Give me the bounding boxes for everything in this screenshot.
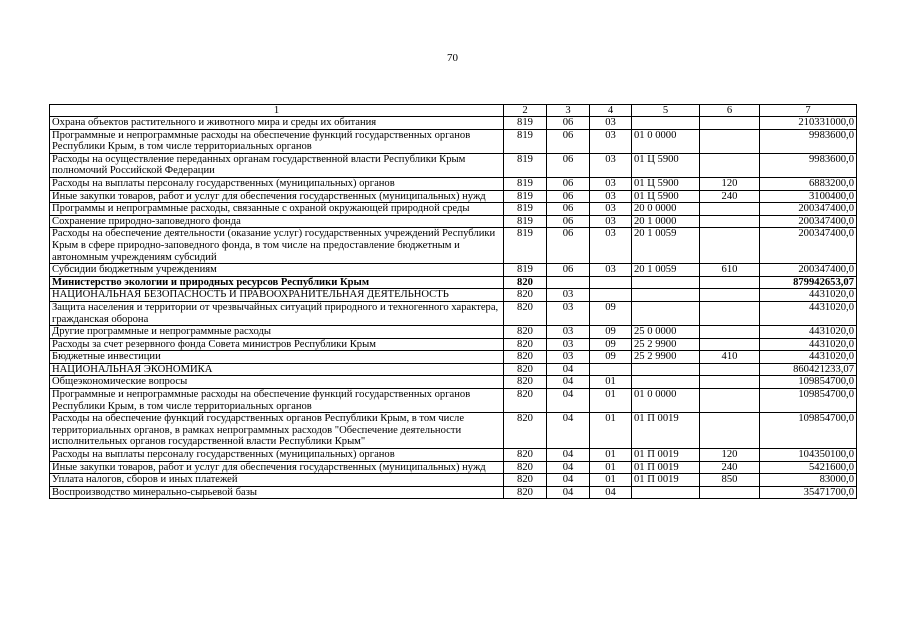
row-subsection-cell: 09 [590,338,632,351]
row-target-article-cell: 01 Ц 5900 [632,190,700,203]
row-code-cell: 820 [504,301,547,325]
row-subsection-cell: 03 [590,203,632,216]
row-subsection-cell: 03 [590,264,632,277]
header-cell-1: 1 [50,105,504,117]
row-section-cell: 03 [547,351,590,364]
row-code-cell: 820 [504,389,547,413]
row-amount-cell: 210331000,0 [760,117,857,130]
row-amount-cell: 35471700,0 [760,486,857,499]
row-target-article-cell: 01 П 0019 [632,474,700,487]
row-subsection-cell: 03 [590,228,632,264]
row-name-cell: Другие программные и непрограммные расходы [50,326,504,339]
row-section-cell: 04 [547,449,590,462]
row-expense-type-cell [700,153,760,177]
header-cell-3: 3 [547,105,590,117]
table-header-row [50,105,857,117]
table-row [50,413,857,449]
row-amount-cell: 860421233,07 [760,363,857,376]
row-name-cell: Расходы на обеспечение функций государственных органов Республики Крым, в том числе территориальных органов, в рамках непрограммных расходов "Обеспечение деятельности исполнительных органов государственной власти Республики Крым" [50,413,504,449]
row-subsection-cell: 09 [590,351,632,364]
row-name-cell: НАЦИОНАЛЬНАЯ БЕЗОПАСНОСТЬ И ПРАВООХРАНИТЕЛЬНАЯ ДЕЯТЕЛЬНОСТЬ [50,289,504,302]
row-expense-type-cell [700,413,760,449]
row-target-article-cell [632,276,700,289]
row-name-cell: Программные и непрограммные расходы на обеспечение функций государственных органов Республики Крым, в том числе территориальных органов [50,389,504,413]
row-amount-cell: 109854700,0 [760,376,857,389]
row-amount-cell: 104350100,0 [760,449,857,462]
row-expense-type-cell [700,203,760,216]
row-expense-type-cell [700,117,760,130]
row-expense-type-cell [700,389,760,413]
row-name-cell: Расходы на выплаты персоналу государственных (муниципальных) органов [50,449,504,462]
row-amount-cell: 4431020,0 [760,338,857,351]
row-expense-type-cell [700,363,760,376]
table-row [50,376,857,389]
header-cell-5: 5 [632,105,700,117]
row-section-cell: 04 [547,376,590,389]
row-expense-type-cell [700,338,760,351]
row-amount-cell: 109854700,0 [760,389,857,413]
row-name-cell: Иные закупки товаров, работ и услуг для обеспечения государственных (муниципальных) нужд [50,190,504,203]
table-row [50,177,857,190]
row-subsection-cell: 01 [590,474,632,487]
row-code-cell: 819 [504,264,547,277]
row-name-cell: Расходы за счет резервного фонда Совета министров Республики Крым [50,338,504,351]
budget-table [49,104,857,499]
row-expense-type-cell: 850 [700,474,760,487]
row-section-cell: 04 [547,413,590,449]
row-target-article-cell [632,117,700,130]
row-section-cell: 06 [547,264,590,277]
table-row [50,289,857,302]
row-subsection-cell [590,363,632,376]
row-amount-cell: 5421600,0 [760,461,857,474]
row-code-cell: 819 [504,153,547,177]
header-cell-4: 4 [590,105,632,117]
row-amount-cell: 4431020,0 [760,301,857,325]
row-amount-cell: 3100400,0 [760,190,857,203]
row-target-article-cell: 20 1 0059 [632,228,700,264]
row-name-cell: Общеэкономические вопросы [50,376,504,389]
table-row [50,363,857,376]
row-expense-type-cell: 120 [700,177,760,190]
table-row [50,117,857,130]
row-target-article-cell [632,486,700,499]
table-row [50,276,857,289]
table-row [50,129,857,153]
row-section-cell: 03 [547,338,590,351]
row-code-cell: 820 [504,326,547,339]
row-amount-cell: 879942653,07 [760,276,857,289]
table-row [50,203,857,216]
row-amount-cell: 83000,0 [760,474,857,487]
row-subsection-cell: 04 [590,486,632,499]
row-subsection-cell: 03 [590,153,632,177]
row-name-cell: Сохранение природно-заповедного фонда [50,215,504,228]
table-row [50,338,857,351]
row-section-cell: 04 [547,389,590,413]
row-section-cell: 06 [547,177,590,190]
table-row [50,228,857,264]
row-subsection-cell: 01 [590,413,632,449]
row-amount-cell: 109854700,0 [760,413,857,449]
row-subsection-cell: 03 [590,117,632,130]
row-subsection-cell: 01 [590,376,632,389]
row-section-cell: 06 [547,129,590,153]
row-amount-cell: 200347400,0 [760,228,857,264]
row-name-cell: Бюджетные инвестиции [50,351,504,364]
row-section-cell: 04 [547,363,590,376]
row-section-cell: 06 [547,117,590,130]
row-code-cell: 820 [504,474,547,487]
row-name-cell: Министерство экологии и природных ресурсов Республики Крым [50,276,504,289]
page-number: 70 [447,52,458,64]
row-subsection-cell [590,276,632,289]
row-name-cell: Воспроизводство минерально-сырьевой базы [50,486,504,499]
table-row [50,351,857,364]
row-expense-type-cell [700,228,760,264]
table-row [50,486,857,499]
row-section-cell: 03 [547,289,590,302]
row-target-article-cell: 01 П 0019 [632,449,700,462]
table-row [50,326,857,339]
row-subsection-cell: 03 [590,215,632,228]
row-amount-cell: 200347400,0 [760,215,857,228]
row-code-cell: 819 [504,190,547,203]
row-section-cell: 03 [547,301,590,325]
table-row [50,449,857,462]
row-subsection-cell: 01 [590,449,632,462]
row-target-article-cell: 20 1 0000 [632,215,700,228]
row-code-cell: 820 [504,486,547,499]
table-row [50,461,857,474]
row-name-cell: Охрана объектов растительного и животного мира и среды их обитания [50,117,504,130]
row-expense-type-cell [700,276,760,289]
row-subsection-cell [590,289,632,302]
row-target-article-cell: 20 1 0059 [632,264,700,277]
row-target-article-cell: 01 Ц 5900 [632,177,700,190]
row-code-cell: 819 [504,228,547,264]
row-code-cell: 820 [504,363,547,376]
header-cell-7: 7 [760,105,857,117]
row-code-cell: 820 [504,449,547,462]
row-amount-cell: 4431020,0 [760,326,857,339]
row-section-cell: 06 [547,190,590,203]
row-expense-type-cell [700,301,760,325]
row-code-cell: 820 [504,289,547,302]
row-section-cell: 04 [547,486,590,499]
row-name-cell: Иные закупки товаров, работ и услуг для обеспечения государственных (муниципальных) нужд [50,461,504,474]
row-section-cell: 04 [547,461,590,474]
row-name-cell: Защита населения и территории от чрезвычайных ситуаций природного и техногенного характера, гражданская оборона [50,301,504,325]
row-code-cell: 820 [504,413,547,449]
row-code-cell: 819 [504,177,547,190]
row-section-cell: 06 [547,228,590,264]
row-amount-cell: 4431020,0 [760,289,857,302]
row-section-cell: 06 [547,153,590,177]
row-code-cell: 820 [504,351,547,364]
row-code-cell: 820 [504,376,547,389]
table-row [50,301,857,325]
row-code-cell: 819 [504,117,547,130]
row-target-article-cell: 01 П 0019 [632,413,700,449]
row-target-article-cell [632,376,700,389]
row-subsection-cell: 09 [590,326,632,339]
row-target-article-cell: 01 0 0000 [632,129,700,153]
table-row [50,153,857,177]
row-expense-type-cell [700,486,760,499]
row-amount-cell: 6883200,0 [760,177,857,190]
row-subsection-cell: 03 [590,177,632,190]
row-target-article-cell: 25 2 9900 [632,351,700,364]
row-expense-type-cell [700,289,760,302]
row-name-cell: Программы и непрограммные расходы, связанные с охраной окружающей природной среды [50,203,504,216]
row-section-cell [547,276,590,289]
row-code-cell: 820 [504,276,547,289]
table-row [50,389,857,413]
row-code-cell: 819 [504,203,547,216]
row-target-article-cell: 25 0 0000 [632,326,700,339]
row-target-article-cell: 01 0 0000 [632,389,700,413]
row-expense-type-cell: 410 [700,351,760,364]
row-target-article-cell [632,363,700,376]
row-name-cell: Расходы на выплаты персоналу государственных (муниципальных) органов [50,177,504,190]
row-target-article-cell: 25 2 9900 [632,338,700,351]
row-expense-type-cell: 610 [700,264,760,277]
row-subsection-cell: 01 [590,461,632,474]
row-expense-type-cell: 240 [700,190,760,203]
row-target-article-cell [632,301,700,325]
row-target-article-cell: 01 П 0019 [632,461,700,474]
row-name-cell: Расходы на осуществление переданных органам государственной власти Республики Крым полномочий Российской Федерации [50,153,504,177]
row-subsection-cell: 03 [590,129,632,153]
row-section-cell: 04 [547,474,590,487]
row-code-cell: 819 [504,215,547,228]
row-expense-type-cell [700,215,760,228]
row-subsection-cell: 09 [590,301,632,325]
row-amount-cell: 200347400,0 [760,264,857,277]
row-amount-cell: 200347400,0 [760,203,857,216]
row-name-cell: Уплата налогов, сборов и иных платежей [50,474,504,487]
row-target-article-cell: 01 Ц 5900 [632,153,700,177]
row-expense-type-cell: 240 [700,461,760,474]
header-cell-2: 2 [504,105,547,117]
row-subsection-cell: 03 [590,190,632,203]
row-code-cell: 820 [504,338,547,351]
row-expense-type-cell [700,326,760,339]
table-row [50,264,857,277]
row-name-cell: Расходы на обеспечение деятельности (оказание услуг) государственных учреждений Республики Крым в сфере природно-заповедного фонда, в том числе на предоставление бюджетным и автономным учреждениям субсидий [50,228,504,264]
row-expense-type-cell [700,376,760,389]
table-row [50,474,857,487]
row-code-cell: 820 [504,461,547,474]
row-section-cell: 06 [547,215,590,228]
table-row [50,215,857,228]
row-code-cell: 819 [504,129,547,153]
row-section-cell: 06 [547,203,590,216]
table-row [50,190,857,203]
header-cell-6: 6 [700,105,760,117]
row-amount-cell: 9983600,0 [760,129,857,153]
row-expense-type-cell: 120 [700,449,760,462]
row-name-cell: Субсидии бюджетным учреждениям [50,264,504,277]
row-section-cell: 03 [547,326,590,339]
row-amount-cell: 9983600,0 [760,153,857,177]
row-target-article-cell [632,289,700,302]
row-subsection-cell: 01 [590,389,632,413]
row-target-article-cell: 20 0 0000 [632,203,700,216]
row-name-cell: Программные и непрограммные расходы на обеспечение функций государственных органов Республики Крым, в том числе территориальных органов [50,129,504,153]
row-name-cell: НАЦИОНАЛЬНАЯ ЭКОНОМИКА [50,363,504,376]
row-expense-type-cell [700,129,760,153]
row-amount-cell: 4431020,0 [760,351,857,364]
